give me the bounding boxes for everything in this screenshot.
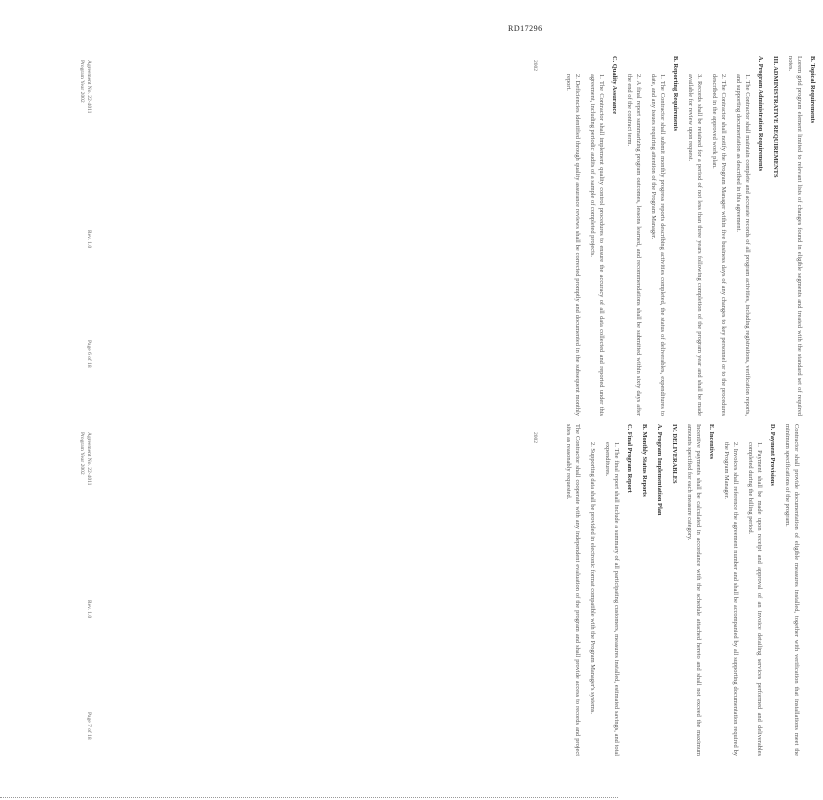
paragraph: 3. Records shall be retained for a period of not less than three years following completion of the program year and shall be made available for review upon request. (687, 74, 703, 416)
paragraph: B. Topical Requirements (809, 56, 816, 124)
lower-footer-mid: Rev. 1.0 (86, 600, 92, 619)
page-upper (118, 56, 816, 416)
upper-footer-left: Agreement No. 22-4011 Program Year 2002 (79, 60, 92, 114)
lower-footer-left: Agreement No. 22-4011 Program Year 2002 (79, 432, 92, 486)
paragraph: B. Reporting Requirements (672, 56, 679, 131)
page-upper-text (558, 56, 823, 416)
page-lower (118, 424, 800, 756)
paragraph: C. Final Program Report (626, 424, 633, 493)
paragraph: 2. A final report summarizing program outcomes, lessons learned, and recommendations shall be submitted within sixty days after the end of the contract term. (626, 74, 642, 416)
paragraph: IV. DELIVERABLES (671, 424, 678, 484)
lower-footer-page: Page 7 of 18 (86, 712, 92, 740)
paragraph: III. ADMINISTRATIVE REQUIREMENTS (772, 56, 779, 178)
paragraph: Incentive payments shall be calculated in accordance with the schedule attached hereto and shall not exceed the maximum amounts specified for each measure category. (686, 424, 702, 756)
paragraph: D. Payment Provisions (769, 424, 776, 486)
paragraph: 2. Supporting data shall be provided in electronic format compatible with the Program Manager's systems. (589, 442, 596, 714)
paragraph: 2. The Contractor shall notify the Program Manager within five business days of any changes to key personnel or to the procedures described in the approved work plan. (711, 74, 727, 416)
paragraph: 2. Invoices shall reference the agreement number and shall be accompanied by all supporting documentation required by the Program Manager. (723, 442, 739, 756)
upper-footer-mid: Rev. 1.0 (86, 230, 92, 249)
lower-page-tag: 2002 (532, 432, 538, 443)
paragraph: A. Program Implementation Plan (656, 424, 663, 516)
paragraph: E. Incentives (708, 424, 715, 460)
bottom-rule (0, 797, 618, 798)
paragraph: A. Program Administration Requirements (757, 56, 764, 172)
paragraph: The Contractor shall cooperate with any independent evaluation of the program and shall provide access to records and project sites as reasonably requested. (565, 424, 581, 756)
paragraph: 1. The Contractor shall implement quality control procedures to ensure the accuracy of all data collected and reported under this agreement, including periodic audits of a sample of completed projects. (589, 74, 605, 416)
paragraph: 2. Deficiencies identified through quality assurance reviews shall be corrected promptly and documented in the subsequent monthly report. (565, 74, 581, 416)
paragraph: 1. Payment shall be made upon receipt and approval of an invoice detailing services performed and deliverables completed during the billing period. (747, 442, 763, 756)
document-id: RD17296 (508, 24, 543, 33)
page-lower-text (558, 424, 801, 756)
paragraph: 1. The Contractor shall submit monthly progress reports describing activities completed, the status of deliverables, expenditures to date, and any issues requiring attention of the Program Manager. (650, 74, 666, 416)
upper-footer-page: Page 6 of 18 (86, 340, 92, 368)
paragraph: B. Monthly Status Reports (641, 424, 648, 497)
paragraph: 1. The Contractor shall maintain complete and accurate records of all program activities, including registrations, verification reports, and supporting documentation as described in this agreement. (735, 74, 751, 416)
paragraph: Contractor shall provide documentation of eligible measures installed, together with verification that installations meet the minimum specifications of the program. (784, 424, 800, 756)
paragraph: C. Quality Assurance (611, 56, 618, 115)
paragraph: 1. The final report shall include a summary of all participating customers, measures installed, estimated savings, and total expenditures. (604, 442, 620, 756)
upper-page-tag: 2002 (532, 60, 538, 71)
paragraph: Lorem grid program element limited to relevant lists of changes found in eligible segments and treated with the standard set of required notes. (787, 56, 803, 416)
